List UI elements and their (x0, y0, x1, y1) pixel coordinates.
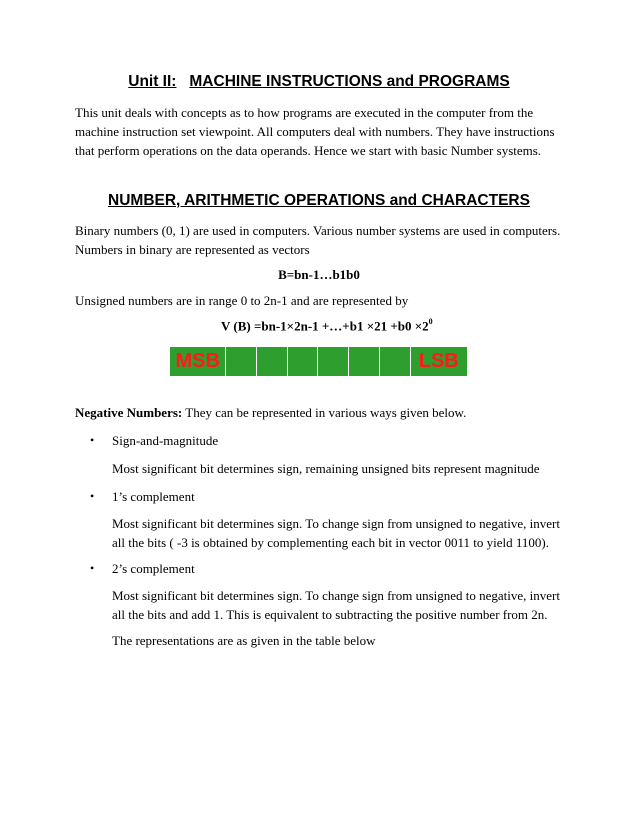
table-intro: The representations are as given in the table below (112, 633, 376, 648)
representation-description: Most significant bit determines sign, remaining unsigned bits represent magnitude (112, 461, 540, 476)
bit-cell (257, 347, 288, 376)
negative-numbers-paragraph (75, 403, 565, 422)
bit-cell (226, 347, 257, 376)
value-formula (221, 318, 433, 334)
representation-description: Most significant bit determines sign. To change sign from unsigned to negative, invert all the bits ( -3 is obtained by complementing each bit in vector 0011 to yield 1100). (112, 516, 560, 550)
lsb-cell: LSB (418, 350, 459, 372)
value-formula-main: V (B) =bn-1×2n-1 +…+b1 ×21 +b0 ×2 (221, 318, 429, 334)
bullet-icon: • (90, 561, 95, 575)
unit-title-gap (176, 73, 189, 90)
negative-numbers-label: Negative Numbers: (75, 405, 183, 420)
msb-cell: MSB (170, 347, 226, 376)
section-title: NUMBER, ARITHMETIC OPERATIONS and CHARACTERS (108, 192, 530, 209)
bullet-icon: • (90, 489, 95, 503)
negative-numbers-text: They can be represented in various ways given below. (182, 405, 467, 420)
representation-name: Sign-and-magnitude (112, 433, 219, 448)
bit-cell (318, 347, 349, 376)
unit-title-main: MACHINE INSTRUCTIONS and PROGRAMS (189, 73, 510, 90)
intro-paragraph: This unit deals with concepts as to how programs are executed in the computer from the machine instruction set viewpoint. All computers deal with numbers. They have instructions that perform operations on the data operands. Hence we start with basic Number systems. (75, 105, 555, 158)
bit-cell (380, 347, 411, 376)
unit-title-prefix: Unit II: (128, 73, 177, 90)
value-formula-exponent: 0 (428, 317, 433, 326)
representation-description: Most significant bit determines sign. To change sign from unsigned to negative, invert all the bits and add 1. This is equivalent to subtracting the positive number from 2n. (112, 588, 560, 622)
bullet-icon: • (90, 433, 95, 447)
bit-cell (349, 347, 380, 376)
representation-name: 1’s complement (112, 489, 195, 504)
bit-vector-diagram (170, 347, 467, 376)
representation-name: 2’s complement (112, 561, 195, 576)
unsigned-paragraph: Unsigned numbers are in range 0 to 2n-1 and are represented by (75, 293, 409, 308)
binary-intro-paragraph: Binary numbers (0, 1) are used in computers. Various number systems are used in computers. Numbers in binary are represented as vectors (75, 223, 561, 257)
unit-title (0, 73, 638, 91)
vector-formula: B=bn-1…b1b0 (278, 267, 360, 282)
bit-cell (288, 347, 319, 376)
